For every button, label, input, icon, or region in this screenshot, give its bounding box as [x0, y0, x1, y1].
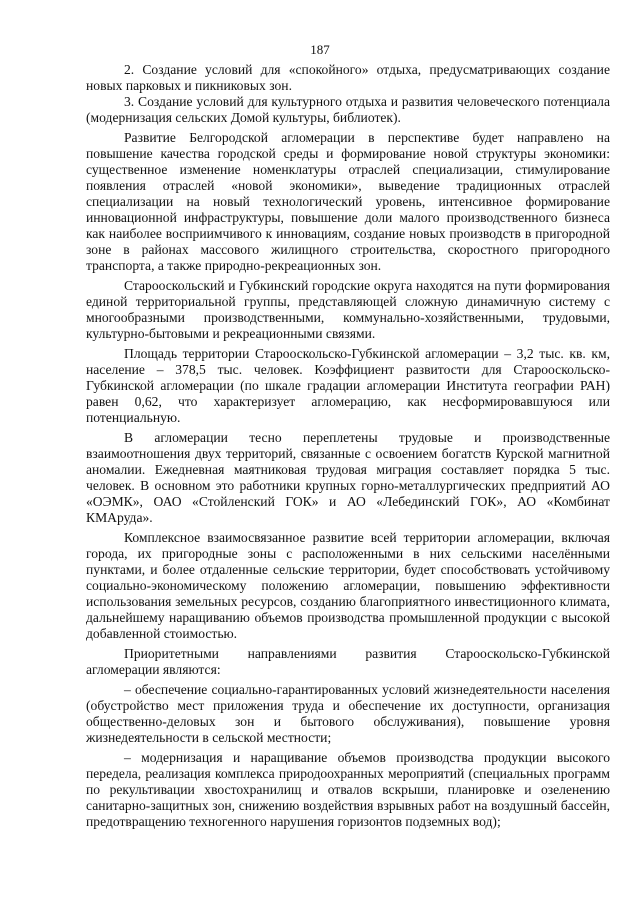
list-item-modernization: – модернизация и наращивание объемов производства продукции высокого передела, реализация комплекса природоохранных мероприятий (специальных программ по рекультивации хвостохранилищ и отвалов вскрыши, планировке и озеленению санитарно-защитных зон, снижению воздействия взрывных работ на воздушный бассейн, предотвращению техногенного нарушения горизонтов подземных вод); [86, 750, 610, 829]
paragraph-item-2: 2. Создание условий для «спокойного» отдыха, предусматривающих создание новых парковых и пикниковых зон. [86, 62, 610, 93]
page-number: 187 [310, 42, 330, 57]
paragraph-complex-development: Комплексное взаимосвязанное развитие всей территории агломерации, включая города, их пригородные зоны с расположенными в них сельскими населёнными пунктами, и более отдаленные сельские территории, будет способствовать устойчивому социально-экономическому положению агломерации, повышению эффективности использования земельных ресурсов, созданию благоприятного инвестиционного климата, дальнейшему наращиванию объемов производства промышленной продукции с высокой добавленной стоимостью. [86, 530, 610, 641]
paragraph-area-population: Площадь территории Старооскольско-Губкинской агломерации – 3,2 тыс. кв. км, население – 378,5 тыс. человек. Коэффициент развитости для Старооскольско-Губкинской агломерации (по шкале градации агломерации Института географии РАН) равен 0,62, что характеризует агломерацию, как несформировавшуюся или потенциальную. [86, 346, 610, 425]
body-text [86, 62, 610, 830]
paragraph-item-3: 3. Создание условий для культурного отдыха и развития человеческого потенциала (модернизация сельских Домой культуры, библиотек). [86, 94, 610, 125]
list-item-social-conditions: – обеспечение социально-гарантированных условий жизнедеятельности населения (обустройство мест приложения труда и обеспечение их доступности, организация общественно-деловых зон и бытового обслуживания), повышение уровня жизнедеятельности в сельской местности; [86, 682, 610, 745]
paragraph-labor-relations: В агломерации тесно переплетены трудовые и производственные взаимоотношения двух территорий, связанные с освоением богатств Курской магнитной аномалии. Ежедневная маятниковая трудовая миграция составляет порядка 5 тыс. человек. В основном это работники крупных горно-металлургических предприятий АО «ОЭМК», ОАО «Стойленский ГОК» и АО «Лебединский ГОК», АО «Комбинат КМАруда». [86, 430, 610, 525]
paragraph-belgorod-agglomeration: Развитие Белгородской агломерации в перспективе будет направлено на повышение качества городской среды и формирование новой структуры экономики: существенное изменение номенклатуры отраслей специализации, стимулирование появления отраслей «новой экономики», выведение традиционных отраслей специализации на новый технологический уровень, интенсивное формирование инновационной инфраструктуры, повышение доли малого производственного бизнеса как наиболее восприимчивого к инновациям, создание новых производств в пригородной зоне в районах массового жилищного строительства, скоростного пригородного транспорта, а также природно-рекреационных зон. [86, 130, 610, 273]
paragraph-okruga: Старооскольский и Губкинский городские округа находятся на пути формирования единой территориальной группы, представляющей сложную динамичную систему с многообразными производственными, коммунально-хозяйственными, трудовыми, культурно-бытовыми и рекреационными связями. [86, 278, 610, 341]
paragraph-priority-directions: Приоритетными направлениями развития Старооскольско-Губкинской агломерации являются: [86, 646, 610, 677]
